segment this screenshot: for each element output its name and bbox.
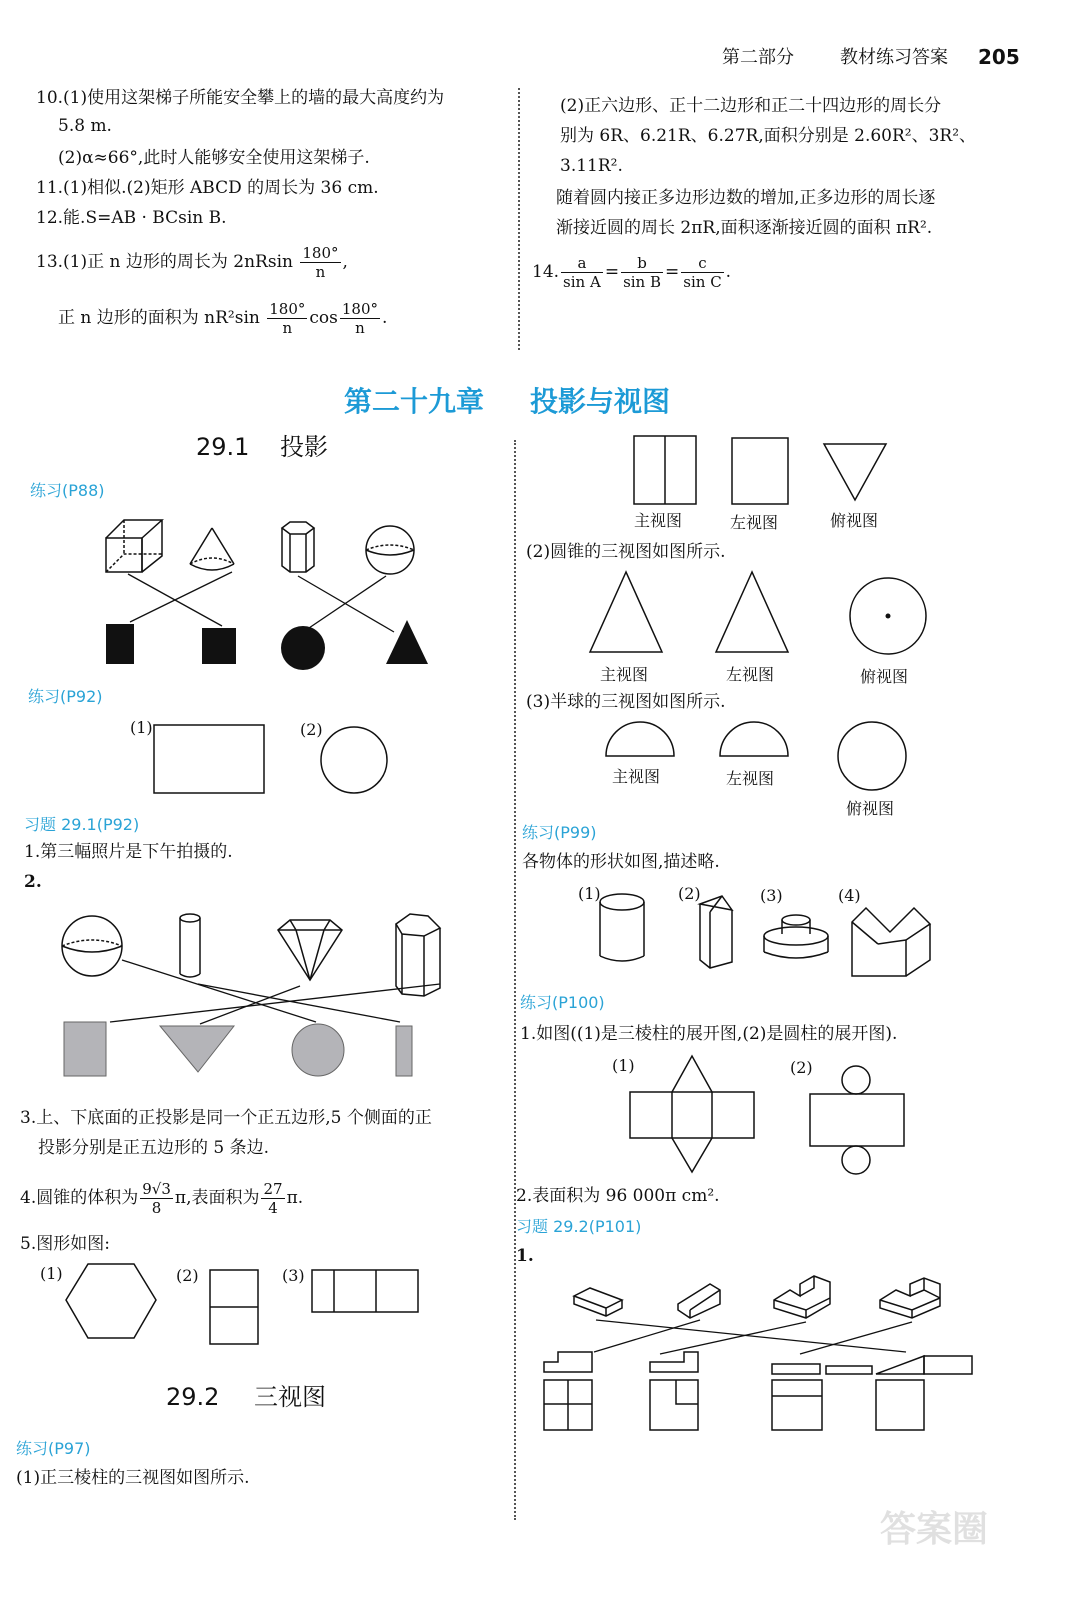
answer-13-2-line3: 3.11R².	[560, 156, 623, 176]
hemisphere-top-caption: 俯视图	[846, 799, 895, 818]
answer-11: 11.(1)相似.(2)矩形 ABCD 的周长为 36 cm.	[36, 178, 379, 198]
exercise-29-2-heading: 习题 29.2(P101)	[516, 1217, 642, 1236]
exercise-p100-answer-1: 1.如图((1)是三棱柱的展开图,(2)是圆柱的展开图).	[520, 1024, 898, 1044]
exercise-29-1-answer-1: 1.第三幅照片是下午拍摄的.	[24, 842, 233, 862]
exercise-29-1-answer-3b: 投影分别是正五边形的 5 条边.	[38, 1138, 270, 1158]
answer-13-2-line4: 随着圆内接正多边形边数的增加,正多边形的周长逐	[556, 188, 936, 208]
hemisphere-views-text: (3)半球的三视图如图所示.	[526, 692, 726, 712]
answer-4-text-c: π.	[286, 1188, 304, 1208]
q1-top-views	[544, 1380, 924, 1430]
fraction-b-sinB: $\frac{b}{\text{sin B}}$	[623, 254, 662, 291]
answer-4-text-a: 4.圆锥的体积为	[20, 1188, 139, 1208]
page-number: 205	[978, 45, 1020, 69]
section-29-2-number: 29.2	[166, 1383, 220, 1411]
answer-10b: (2)α≈66°,此时人能够安全使用这架梯子.	[58, 148, 370, 168]
p99-label-1: (1)	[578, 884, 601, 903]
answer-14-label: 14.	[532, 262, 560, 282]
exercise-p99-heading: 练习(P99)	[522, 823, 597, 842]
hemisphere-front-caption: 主视图	[612, 767, 661, 786]
answer-4-text-b: π,表面积为	[174, 1188, 260, 1208]
answer-13-2-line2: 别为 6R、6.21R、6.27R,面积分别是 2.60R²、3R²、	[560, 126, 977, 146]
p99-label-3: (3)	[760, 886, 783, 905]
p100-label-1: (1)	[612, 1056, 635, 1075]
fraction-180-n-cos: $\frac{180^\circ}{n}$	[341, 300, 379, 337]
exercise-p99-text: 各物体的形状如图,描述略.	[522, 852, 720, 872]
section-29-2-title: 三视图	[254, 1383, 326, 1411]
prism-side-caption: 左视图	[730, 513, 779, 532]
q5-label-3: (3)	[282, 1266, 305, 1285]
answer-13a-text: 13.(1)正 n 边形的周长为 2nRsin	[36, 252, 293, 272]
header-book: 教材练习答案	[840, 47, 948, 68]
exercise-p100-heading: 练习(P100)	[520, 993, 605, 1012]
fraction-surface: $\frac{27}{4}$	[263, 1180, 283, 1217]
q1-front-views	[544, 1352, 972, 1374]
exercise-29-1-answer-2: 2.	[24, 872, 42, 892]
q5-label-1: (1)	[40, 1264, 63, 1283]
answer-13a: 13.(1)正 n 边形的周长为 2nRsin $\frac{180^\circ}{n}$ ,	[36, 244, 348, 281]
solid-corner-block	[880, 1278, 940, 1318]
answer-10a: 10.(1)使用这架梯子所能安全攀上的墙的最大高度约为	[36, 88, 445, 108]
fraction-volume: $\frac{9√3}{8}$	[142, 1180, 171, 1217]
q5-label-2: (2)	[176, 1266, 199, 1285]
cone-side-caption: 左视图	[726, 665, 775, 684]
chapter-title: 第二十九章	[344, 385, 485, 418]
cone-front-caption: 主视图	[600, 665, 649, 684]
q1-match-lines	[594, 1320, 912, 1354]
exercise-29-2-answer-1: 1.	[516, 1246, 534, 1266]
answer-13b: 正 n 边形的面积为 nR²sin $\frac{180^\circ}{n}$ cos $\frac{180^\circ}{n}$ .	[58, 300, 388, 337]
hemisphere-side-caption: 左视图	[726, 769, 775, 788]
p99-label-4: (4)	[838, 886, 861, 905]
fraction-c-sinC: $\frac{c}{\text{sin C}}$	[683, 254, 722, 291]
exercise-29-1-answer-3a: 3.上、下底面的正投影是同一个正五边形,5 个侧面的正	[20, 1108, 432, 1128]
prism-top-caption: 俯视图	[830, 511, 879, 530]
prism-front-caption: 主视图	[634, 511, 683, 530]
watermark: 答案圈	[880, 1509, 989, 1550]
header-part: 第二部分	[722, 47, 794, 68]
exercise-29-1-answer-5: 5.图形如图:	[20, 1234, 110, 1254]
fraction-a-sinA: $\frac{a}{\text{sin A}}$	[563, 254, 601, 291]
solid-flat-slab	[574, 1288, 622, 1316]
cone-top-caption: 俯视图	[860, 667, 909, 686]
exercise-p97-heading: 练习(P97)	[16, 1439, 91, 1458]
exercise-29-1-heading: 习题 29.1(P92)	[24, 815, 140, 834]
p100-label-2: (2)	[790, 1058, 813, 1077]
solid-wedge	[678, 1284, 720, 1318]
exercise-p100-answer-2: 2.表面积为 96 000π cm².	[516, 1186, 720, 1206]
p92-label-1: (1)	[130, 718, 153, 737]
answer-13-2-line1: (2)正六边形、正十二边形和正二十四边形的周长分	[560, 96, 942, 116]
exercise-p88-heading: 练习(P88)	[30, 481, 105, 500]
fraction-180-n-sin: $\frac{180^\circ}{n}$	[269, 300, 306, 337]
p99-label-2: (2)	[678, 884, 701, 903]
answer-13-2-line5: 渐接近圆的周长 2πR,面积逐渐接近圆的面积 πR².	[556, 218, 933, 238]
answer-12: 12.能.S=AB · BCsin B.	[36, 208, 227, 228]
chapter-subtitle: 投影与视图	[530, 385, 671, 418]
fraction-180-n: $\frac{180^\circ}{n}$	[302, 244, 339, 281]
exercise-p92-heading: 练习(P92)	[28, 687, 103, 706]
section-29-1-title: 投影	[280, 433, 328, 461]
answer-13b-text: 正 n 边形的面积为 nR²sin	[58, 308, 260, 328]
solid-step-block	[774, 1276, 830, 1318]
exercise-p97-answer-1: (1)正三棱柱的三视图如图所示.	[16, 1468, 250, 1488]
answer-10a-value: 5.8 m.	[58, 116, 112, 136]
cos-label: cos	[309, 308, 338, 328]
section-29-1-number: 29.1	[196, 433, 250, 461]
p92-label-2: (2)	[300, 720, 323, 739]
answer-14: 14. $\frac{a}{\text{sin A}}$ = $\frac{b}{\text{sin B}}$ = $\frac{c}{\text{sin C}}$ .	[532, 254, 732, 291]
cone-views-text: (2)圆锥的三视图如图所示.	[526, 542, 726, 562]
